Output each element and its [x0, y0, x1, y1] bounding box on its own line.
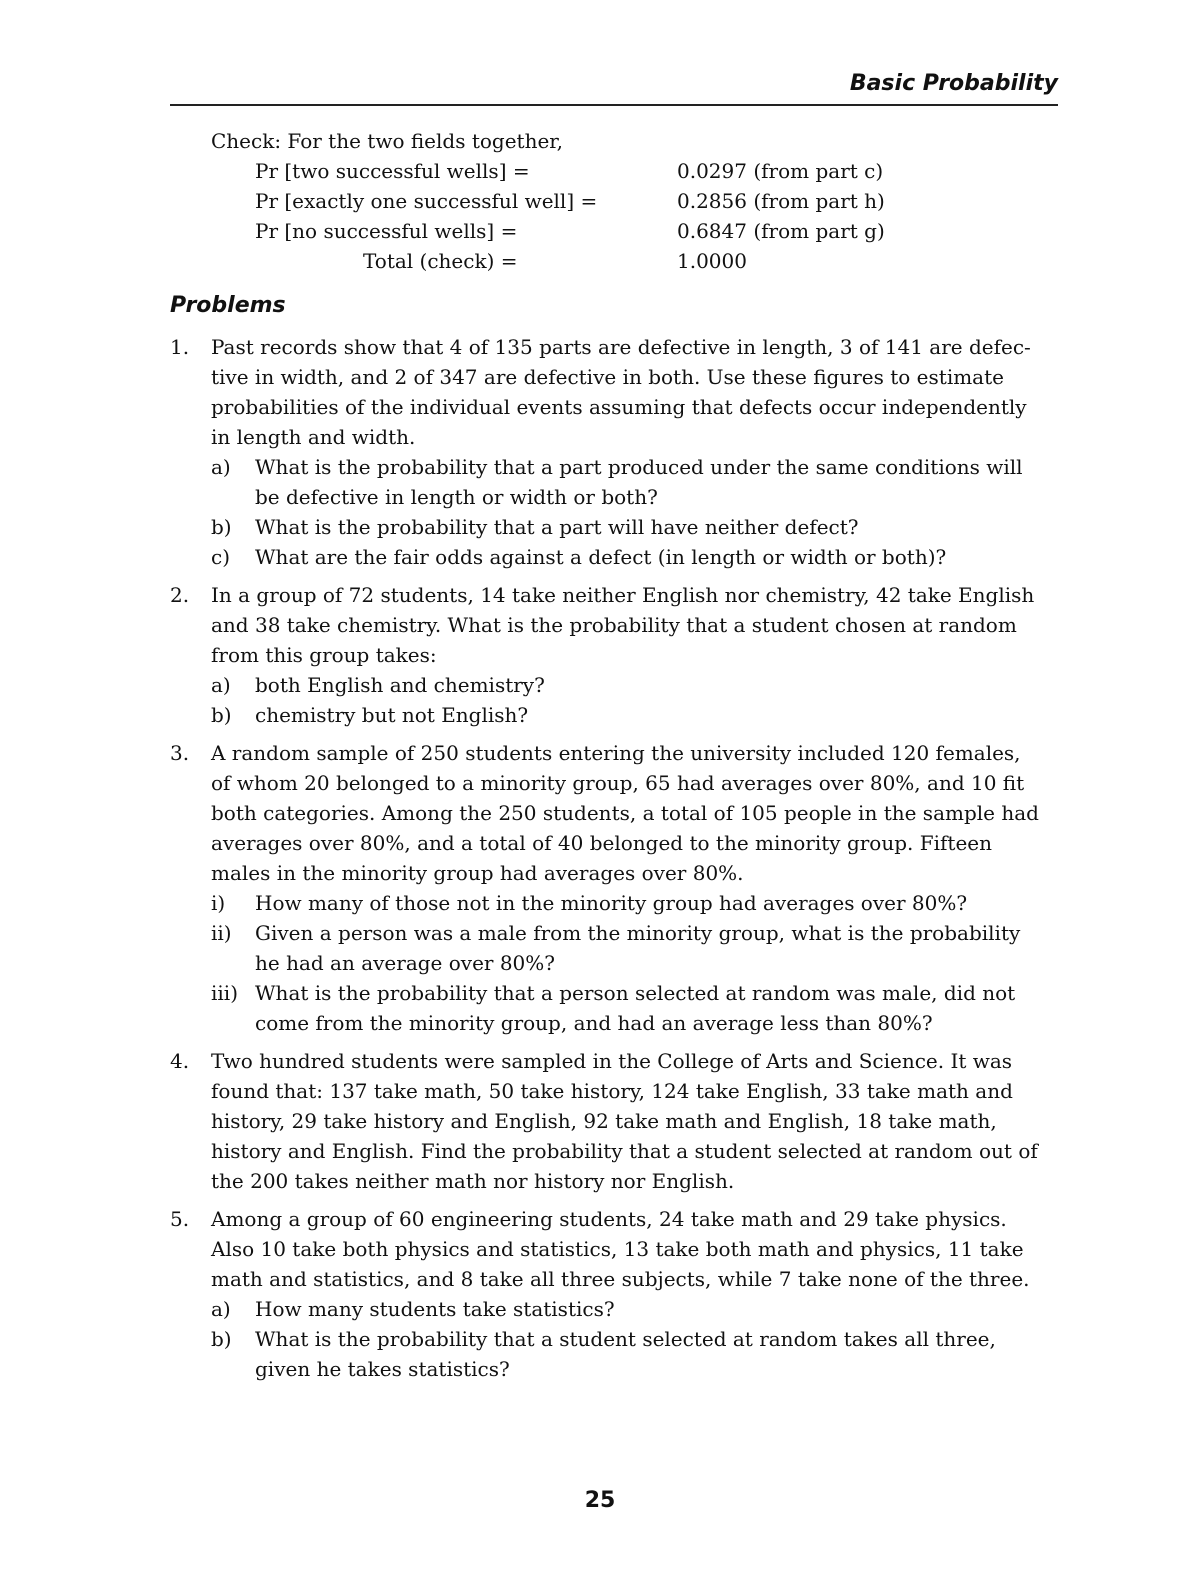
text-line: What is the probability that a person selected at random was male, did not [255, 981, 1016, 1005]
check-row [211, 186, 971, 216]
sub-question [211, 700, 1060, 730]
text-line: How many students take statistics? [255, 1297, 615, 1321]
problem-2 [170, 580, 1060, 730]
check-value: 0.2856 (from part h) [677, 189, 885, 213]
problem-text [211, 332, 1060, 452]
sub-label: a) [211, 673, 231, 697]
check-value: 1.0000 [677, 249, 747, 273]
problem-number: 4. [170, 1049, 190, 1073]
text-line: the 200 takes neither math nor history nor English. [211, 1169, 735, 1193]
text-line: come from the minority group, and had an average less than 80%? [255, 1011, 933, 1035]
text-line: history and English. Find the probability that a student selected at random out of [211, 1139, 1038, 1163]
text-line: in length and width. [211, 425, 416, 449]
text-line: both categories. Among the 250 students, a total of 105 people in the sample had [211, 801, 1039, 825]
sub-label: b) [211, 1327, 232, 1351]
text-line: history, 29 take history and English, 92 take math and English, 18 take math, [211, 1109, 997, 1133]
text-line: Given a person was a male from the minority group, what is the probability [255, 921, 1021, 945]
problem-number: 5. [170, 1207, 190, 1231]
text-line: given he takes statistics? [255, 1357, 510, 1381]
text-line: of whom 20 belonged to a minority group, 65 had averages over 80%, and 10 fit [211, 771, 1025, 795]
problem-1 [170, 332, 1060, 572]
check-total-row [211, 246, 971, 276]
text-line: math and statistics, and 8 take all three subjects, while 7 take none of the three. [211, 1267, 1030, 1291]
text-line: probabilities of the individual events assuming that defects occur independently [211, 395, 1027, 419]
check-label: Pr [exactly one successful well] = [255, 189, 598, 213]
text-line: tive in width, and 2 of 347 are defective in both. Use these figures to estimate [211, 365, 1004, 389]
sub-question [211, 1294, 1060, 1324]
sub-question [211, 670, 1060, 700]
problem-text [211, 738, 1060, 888]
text-line: be defective in length or width or both? [255, 485, 658, 509]
check-value: 0.0297 (from part c) [677, 159, 884, 183]
text-line: What is the probability that a student selected at random takes all three, [255, 1327, 996, 1351]
text-line: he had an average over 80%? [255, 951, 556, 975]
text-line: and 38 take chemistry. What is the probability that a student chosen at random [211, 613, 1017, 637]
sub-question [211, 918, 1060, 978]
problems-heading: Problems [170, 293, 286, 318]
text-line: How many of those not in the minority group had averages over 80%? [255, 891, 968, 915]
text-line: Past records show that 4 of 135 parts are defective in length, 3 of 141 are defec- [211, 335, 1031, 359]
text-line: Two hundred students were sampled in the College of Arts and Science. It was [211, 1049, 1013, 1073]
sub-question [211, 542, 1060, 572]
problem-text [211, 580, 1060, 670]
problem-text [211, 1204, 1060, 1294]
text-line: Also 10 take both physics and statistics, 13 take both math and physics, 11 take [211, 1237, 1024, 1261]
sub-label: b) [211, 703, 232, 727]
sub-label: a) [211, 455, 231, 479]
check-title: Check: For the two fields together, [211, 129, 564, 153]
check-row [211, 216, 971, 246]
text-line: averages over 80%, and a total of 40 belonged to the minority group. Fifteen [211, 831, 993, 855]
text-line: found that: 137 take math, 50 take history, 124 take English, 33 take math and [211, 1079, 1013, 1103]
sub-question [211, 978, 1060, 1038]
running-head: Basic Probability [170, 68, 1058, 106]
check-label: Total (check) = [363, 249, 518, 273]
text-line: chemistry but not English? [255, 703, 529, 727]
text-line: A random sample of 250 students entering the university included 120 females, [211, 741, 1021, 765]
text-line: Among a group of 60 engineering students, 24 take math and 29 take physics. [211, 1207, 1007, 1231]
problem-5 [170, 1204, 1060, 1384]
check-row [211, 156, 971, 186]
sub-question [211, 512, 1060, 542]
page-number: 25 [584, 1488, 616, 1513]
text-line: In a group of 72 students, 14 take neither English nor chemistry, 42 take English [211, 583, 1035, 607]
problem-3 [170, 738, 1060, 1038]
sub-question [211, 452, 1060, 512]
text-line: males in the minority group had averages over 80%. [211, 861, 744, 885]
check-value: 0.6847 (from part g) [677, 219, 885, 243]
check-label: Pr [no successful wells] = [255, 219, 518, 243]
problem-text [211, 1046, 1060, 1196]
problem-4 [170, 1046, 1060, 1196]
sub-question [211, 1324, 1060, 1384]
problem-number: 2. [170, 583, 190, 607]
text-line: from this group takes: [211, 643, 437, 667]
sub-question [211, 888, 1060, 918]
problems-list [170, 332, 1060, 1392]
sub-label: iii) [211, 981, 238, 1005]
sub-label: c) [211, 545, 231, 569]
text-line: both English and chemistry? [255, 673, 545, 697]
sub-label: b) [211, 515, 232, 539]
problem-number: 1. [170, 335, 190, 359]
sub-label: a) [211, 1297, 231, 1321]
problem-number: 3. [170, 741, 190, 765]
sub-label: ii) [211, 921, 232, 945]
check-label: Pr [two successful wells] = [255, 159, 530, 183]
check-block [211, 126, 971, 276]
text-line: What are the fair odds against a defect (in length or width or both)? [255, 545, 947, 569]
text-line: What is the probability that a part will have neither defect? [255, 515, 859, 539]
text-line: What is the probability that a part produced under the same conditions will [255, 455, 1023, 479]
sub-label: i) [211, 891, 226, 915]
